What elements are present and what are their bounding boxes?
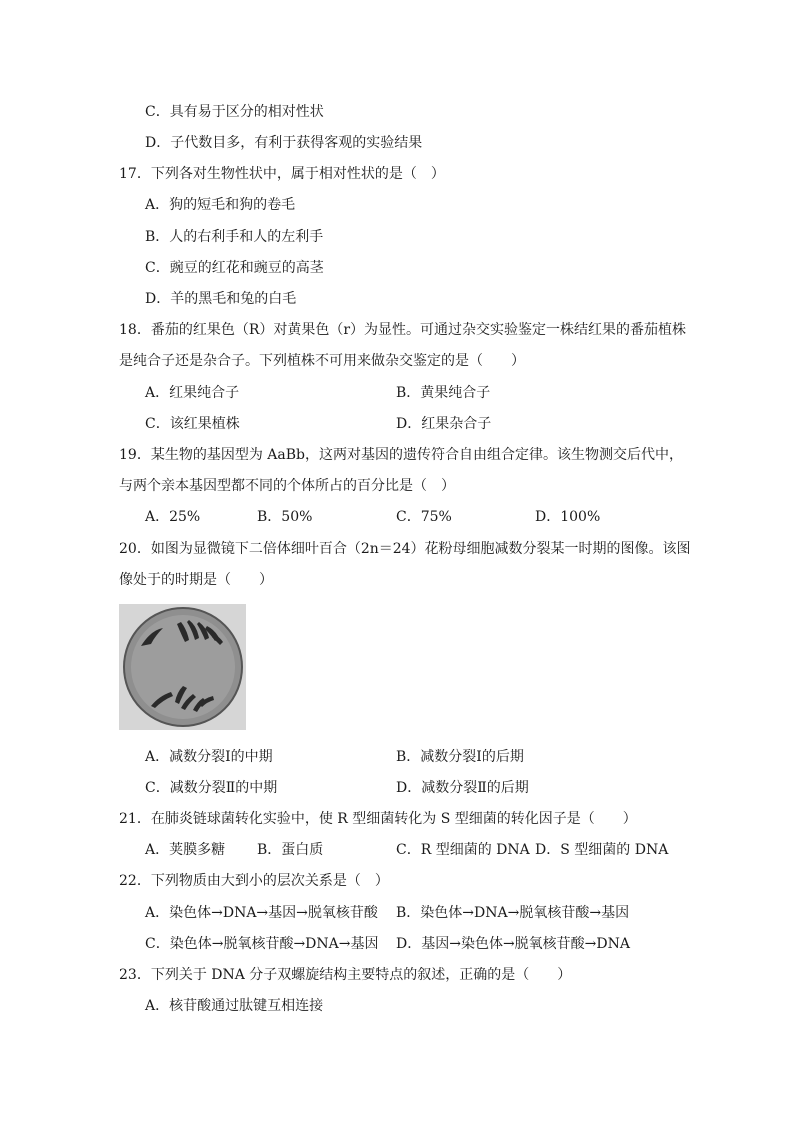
- q19-option-a: A．25%: [145, 509, 201, 525]
- q22-option-a: A．染色体→DNA→基因→脱氧核苷酸: [145, 905, 378, 921]
- q20-option-b: B．减数分裂Ⅰ的后期: [396, 749, 524, 765]
- q19-option-c: C．75%: [396, 509, 452, 525]
- q17-option-c: C．豌豆的红花和豌豆的高茎: [145, 260, 324, 276]
- q21-option-b: B．蛋白质: [257, 842, 324, 858]
- q21-option-d: D．S 型细菌的 DNA: [535, 842, 669, 858]
- q18-option-b: B．黄果纯合子: [396, 385, 491, 401]
- q18-stem-line1: 18．番茄的红果色（R）对黄果色（r）为显性。可通过杂交实验鉴定一株结红果的番茄植株: [119, 322, 687, 338]
- q17-option-d: D．羊的黑毛和兔的白毛: [145, 291, 297, 307]
- q22-option-b: B．染色体→DNA→脱氧核苷酸→基因: [396, 905, 630, 921]
- q23-stem: 23．下列关于 DNA 分子双螺旋结构主要特点的叙述，正确的是（ ）: [119, 967, 572, 983]
- q17-option-b: B．人的右利手和人的左利手: [145, 229, 324, 245]
- q21-stem: 21．在肺炎链球菌转化实验中，使 R 型细菌转化为 S 型细菌的转化因子是（ ）: [119, 811, 637, 827]
- q18-option-c: C．该红果植株: [145, 416, 240, 432]
- q22-option-c: C．染色体→脱氧核苷酸→DNA→基因: [145, 936, 379, 952]
- q16-option-d: D．子代数目多，有利于获得客观的实验结果: [145, 135, 423, 151]
- q17-stem: 17．下列各对生物性状中，属于相对性状的是（ ）: [119, 166, 445, 182]
- q20-option-d: D．减数分裂Ⅱ的后期: [396, 780, 529, 796]
- q20-stem-line2: 像处于的时期是（ ）: [119, 572, 273, 588]
- q21-option-a: A．荚膜多糖: [145, 842, 226, 858]
- q20-stem-line1: 20．如图为显微镜下二倍体细叶百合（2n＝24）花粉母细胞减数分裂某一时期的图像。该图: [119, 541, 691, 557]
- q18-option-d: D．红果杂合子: [396, 416, 492, 432]
- q22-option-d: D．基因→染色体→脱氧核苷酸→DNA: [396, 936, 631, 952]
- q21-option-c: C．R 型细菌的 DNA: [396, 842, 530, 858]
- q23-option-a: A．核苷酸通过肽键互相连接: [145, 998, 324, 1014]
- q19-option-b: B．50%: [257, 509, 313, 525]
- q20-option-c: C．减数分裂Ⅱ的中期: [145, 780, 278, 796]
- q19-stem-line2: 与两个亲本基因型都不同的个体所占的百分比是（ ）: [119, 478, 455, 494]
- q17-option-a: A．狗的短毛和狗的卷毛: [145, 197, 296, 213]
- micrograph-drawing: [119, 604, 246, 730]
- q19-option-d: D．100%: [535, 509, 601, 525]
- micrograph-meiosis-cell: [119, 604, 246, 730]
- q16-option-c: C．具有易于区分的相对性状: [145, 104, 324, 120]
- q22-stem: 22．下列物质由大到小的层次关系是（ ）: [119, 873, 389, 889]
- q20-option-a: A．减数分裂Ⅰ的中期: [145, 749, 273, 765]
- q18-option-a: A．红果纯合子: [145, 385, 240, 401]
- q18-stem-line2: 是纯合子还是杂合子。下列植株不可用来做杂交鉴定的是（ ）: [119, 353, 525, 369]
- q19-stem-line1: 19．某生物的基因型为 AaBb，这两对基因的遗传符合自由组合定律。该生物测交后代中，: [119, 447, 683, 463]
